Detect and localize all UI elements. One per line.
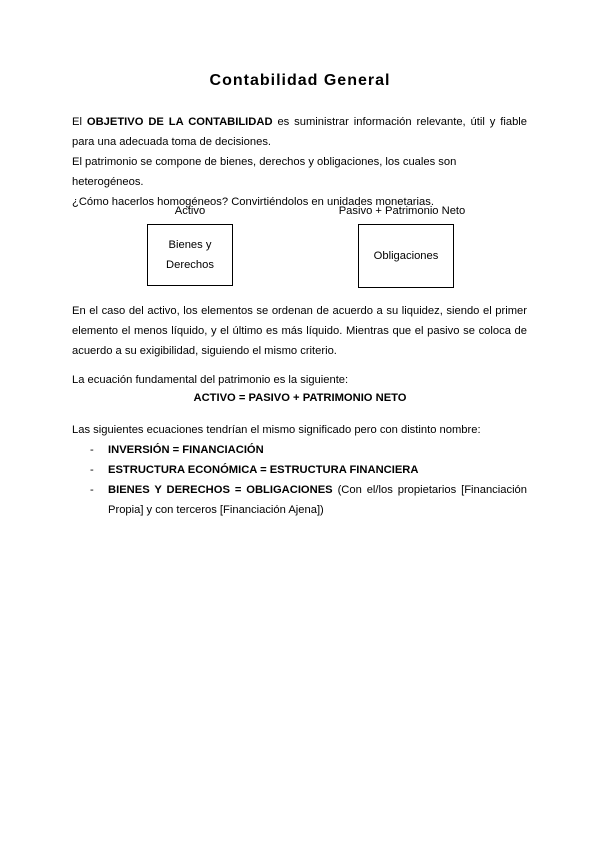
list-item-rest-1: (Con el/los propietarios [Financiación: [337, 484, 527, 496]
fundamental-equation: ACTIVO = PASIVO + PATRIMONIO NETO: [193, 392, 407, 404]
list-bullet: -: [90, 444, 94, 456]
equation-intro: La ecuación fundamental del patrimonio es la siguiente:: [72, 374, 349, 386]
liquidez-paragraph: [72, 301, 527, 361]
liquidez-line-1: En el caso del activo, los elementos se ordenan de acuerdo a su liquidez, siendo el primer: [72, 305, 527, 317]
list-bullet: -: [90, 484, 94, 496]
intro-line-1-pre: El: [72, 116, 82, 128]
list-item-3-line-1: [108, 480, 527, 500]
obligaciones-box-text: Obligaciones: [373, 250, 439, 262]
intro-line-1-post: es suministrar información relevante, útil y fiable: [277, 116, 528, 128]
intro-line-1: [72, 112, 527, 132]
bienes-box-line-1: Bienes y: [168, 239, 212, 251]
pasivo-patrimonio-label: Pasivo + Patrimonio Neto: [338, 205, 466, 217]
list-item: [72, 480, 527, 520]
list-intro: Las siguientes ecuaciones tendrían el mismo significado pero con distinto nombre:: [72, 424, 481, 436]
intro-paragraph: [72, 112, 527, 212]
intro-line-4: ¿Cómo hacerlos homogéneos? Convirtiéndolos en unidades monetarias.: [72, 196, 434, 208]
list-item-bold: ESTRUCTURA ECONÓMICA = ESTRUCTURA FINANCIERA: [108, 464, 419, 476]
list-item-rest-2: Propia] y con terceros [Financiación Ajena]): [108, 504, 324, 516]
activo-label: Activo: [174, 205, 206, 217]
list-item: [72, 440, 527, 460]
liquidez-line-2: elemento el menos líquido, y el último es más líquido. Mientras que el pasivo se coloca de: [72, 325, 527, 337]
bienes-derechos-box: [147, 224, 233, 286]
bienes-box-line-2: Derechos: [166, 259, 214, 271]
list-item: [72, 460, 527, 480]
list-bullet: -: [90, 464, 94, 476]
equation-list: [72, 440, 527, 520]
intro-line-3: El patrimonio se compone de bienes, derechos y obligaciones, los cuales son heterogéneos.: [72, 156, 457, 188]
list-item-bold: INVERSIÓN = FINANCIACIÓN: [108, 444, 264, 456]
objetivo-bold-text: OBJETIVO DE LA CONTABILIDAD: [86, 116, 273, 128]
page-title: Contabilidad General: [209, 72, 391, 89]
list-item-bold: BIENES Y DERECHOS = OBLIGACIONES: [108, 484, 333, 496]
intro-line-2: para una adecuada toma de decisiones.: [72, 136, 272, 148]
liquidez-line-3: acuerdo a su exigibilidad, siguiendo el mismo criterio.: [72, 345, 337, 357]
obligaciones-box: [358, 224, 454, 288]
